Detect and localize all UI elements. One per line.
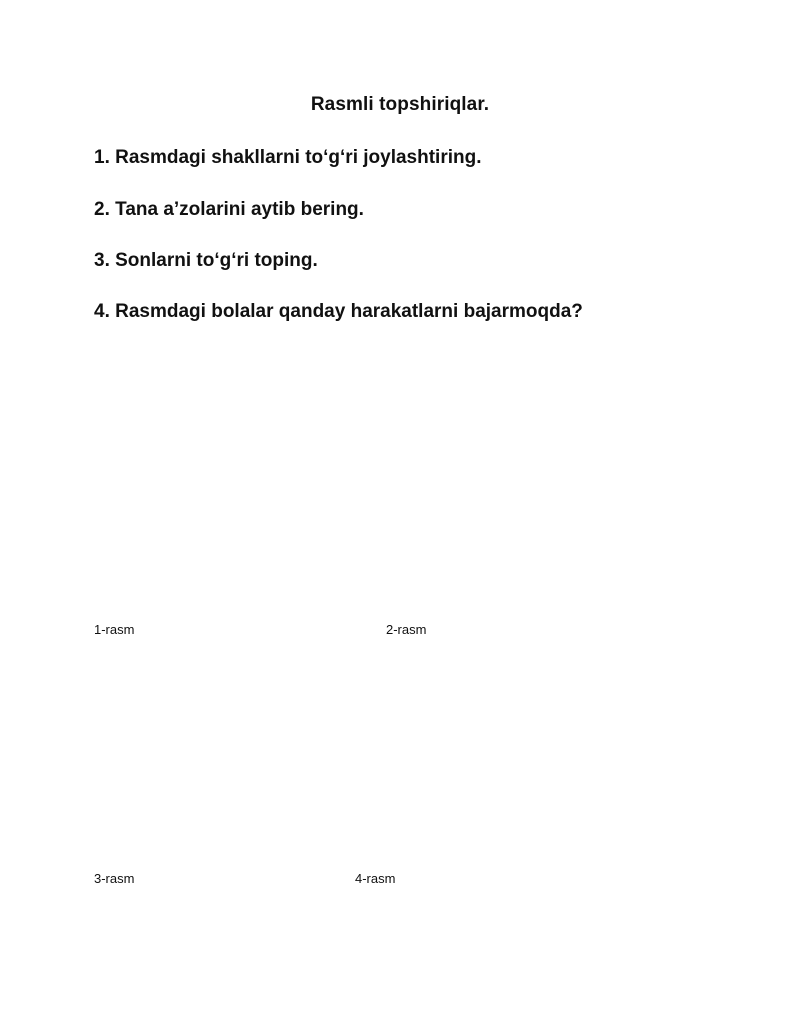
document-title: Rasmli topshiriqlar. — [310, 94, 490, 115]
task-4: 4. Rasmdagi bolalar qanday harakatlarni bajarmoqda? — [94, 301, 583, 322]
task-1: 1. Rasmdagi shakllarni to‘g‘ri joylashtiring. — [94, 147, 482, 168]
figure-caption-2: 2-rasm — [386, 622, 427, 637]
task-3: 3. Sonlarni to‘g‘ri toping. — [94, 250, 318, 271]
figure-caption-3: 3-rasm — [94, 871, 135, 886]
figure-caption-1: 1-rasm — [94, 622, 135, 637]
task-2: 2. Tana a’zolarini aytib bering. — [94, 199, 364, 220]
figure-caption-4: 4-rasm — [355, 871, 396, 886]
